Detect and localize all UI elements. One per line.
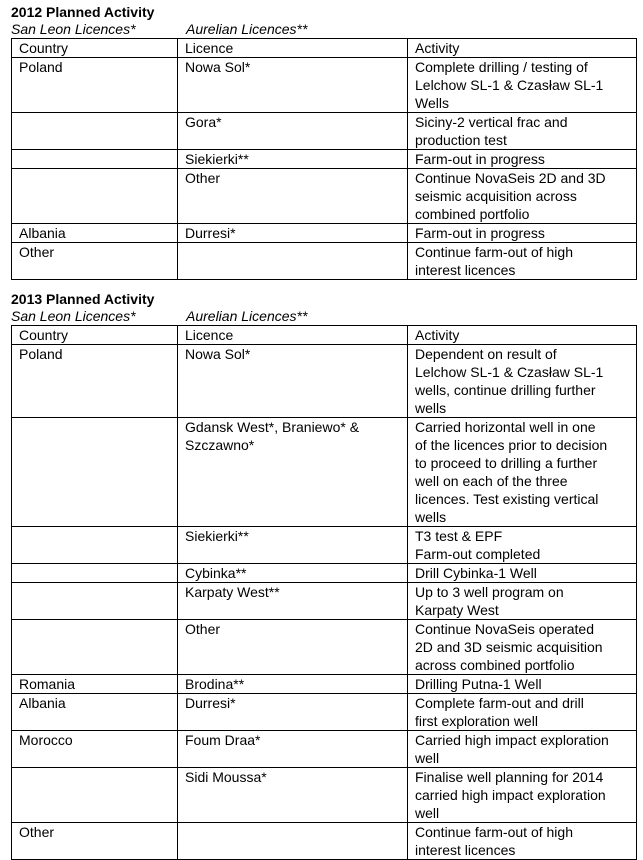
country-cell [12,583,178,620]
activity-header: Activity [408,326,637,345]
licence-cell: Siekierki** [178,527,408,564]
table-row [12,768,637,823]
activity-cell [408,768,637,823]
table-row [12,694,637,731]
activity-line: first exploration well [415,713,538,729]
licence-header: Licence [178,39,408,58]
aurelian-legend: Aurelian Licences** [186,21,308,37]
licence-cell: Gdansk West*, Braniewo* & Szczawno* [178,418,408,527]
licence-cell: Sidi Moussa* [178,768,408,823]
activity-cell [408,527,637,564]
activity-line: well on each of the three [415,473,568,489]
activity-cell [408,694,637,731]
activity-line: Complete drilling / testing of [415,59,588,75]
section-title: 2012 Planned Activity [11,4,155,20]
header-row [12,326,637,345]
section-title: 2013 Planned Activity [11,291,155,307]
licence-cell: Durresi* [178,224,408,243]
section-2013 [11,291,637,860]
activity-line: Complete farm-out and drill [415,695,584,711]
activity-line: of the licences prior to decision [415,437,608,453]
activity-line: Drill Cybinka-1 Well [415,565,537,581]
country-header: Country [12,326,178,345]
activity-cell [408,564,637,583]
table-row [12,564,637,583]
activity-line: Karpaty West [415,602,499,618]
country-cell: Poland [12,345,178,418]
activity-line: Continue NovaSeis 2D and 3D [415,170,606,186]
licence-cell: Karpaty West** [178,583,408,620]
country-cell: Other [12,823,178,860]
header-row [12,39,637,58]
licence-cell: Durresi* [178,694,408,731]
activity-line: interest licences [415,842,516,858]
table-row [12,823,637,860]
country-cell: Morocco [12,731,178,768]
activity-line: Continue farm-out of high [415,244,573,260]
country-cell [12,169,178,224]
activity-table [11,38,637,280]
activity-line: wells, continue drilling further [415,382,596,398]
activity-cell [408,243,637,280]
activity-line: Continue NovaSeis operated [415,621,595,637]
activity-line: Drilling Putna-1 Well [415,676,542,692]
activity-line: Finalise well planning for 2014 [415,769,604,785]
san-leon-legend: San Leon Licences* [11,21,136,37]
activity-header: Activity [408,39,637,58]
country-cell: Albania [12,694,178,731]
activity-line: T3 test & EPF [415,528,503,544]
licence-legend [11,21,637,38]
activity-line: Carried horizontal well in one [415,419,596,435]
activity-line: to proceed to drilling a further [415,455,598,471]
activity-line: Farm-out in progress [415,151,545,167]
activity-cell [408,731,637,768]
table-row [12,345,637,418]
activity-line: Siciny-2 vertical frac and [415,114,568,130]
licence-cell: Gora* [178,113,408,150]
activity-line: 2D and 3D seismic acquisition [415,639,603,655]
table-row [12,169,637,224]
licence-cell: Nowa Sol* [178,58,408,113]
activity-line: Wells [415,95,449,111]
activity-line: wells [415,509,447,525]
table-row [12,150,637,169]
activity-line: interest licences [415,262,516,278]
table-row [12,113,637,150]
activity-cell [408,823,637,860]
activity-line: Carried high impact exploration [415,732,609,748]
activity-line: Lelchow SL-1 & Czasław SL-1 [415,364,604,380]
licence-cell: Brodina** [178,675,408,694]
country-cell [12,527,178,564]
san-leon-legend: San Leon Licences* [11,308,136,324]
activity-line: production test [415,132,507,148]
table-row [12,620,637,675]
country-header: Country [12,39,178,58]
activity-cell [408,675,637,694]
activity-table [11,325,637,860]
activity-cell [408,583,637,620]
table-row [12,527,637,564]
activity-line: well [415,750,440,766]
activity-line: wells [415,400,447,416]
activity-line: combined portfolio [415,206,530,222]
activity-cell [408,224,637,243]
licence-legend [11,308,637,325]
table-row [12,243,637,280]
licence-cell: Other [178,169,408,224]
country-cell [12,564,178,583]
activity-line: Lelchow SL-1 & Czasław SL-1 [415,77,604,93]
activity-line: Continue farm-out of high [415,824,573,840]
activity-cell [408,345,637,418]
table-row [12,731,637,768]
table-row [12,418,637,527]
activity-cell [408,418,637,527]
activity-cell [408,58,637,113]
activity-line: seismic acquisition across [415,188,577,204]
country-cell: Albania [12,224,178,243]
licence-cell: Foum Draa* [178,731,408,768]
activity-cell [408,113,637,150]
country-cell [12,150,178,169]
licence-cell [178,243,408,280]
licence-cell: Nowa Sol* [178,345,408,418]
licence-header: Licence [178,326,408,345]
activity-line: carried high impact exploration [415,787,606,803]
activity-cell [408,150,637,169]
activity-line: Farm-out in progress [415,225,545,241]
licence-cell [178,823,408,860]
activity-line: well [415,805,440,821]
activity-cell [408,620,637,675]
table-row [12,675,637,694]
licence-cell: Other [178,620,408,675]
country-cell [12,113,178,150]
table-row [12,583,637,620]
activity-cell [408,169,637,224]
activity-line: Dependent on result of [415,346,557,362]
table-row [12,58,637,113]
country-cell: Romania [12,675,178,694]
country-cell [12,620,178,675]
section-2012 [11,4,637,280]
country-cell: Other [12,243,178,280]
aurelian-legend: Aurelian Licences** [186,308,308,324]
table-row [12,224,637,243]
country-cell [12,768,178,823]
activity-line: across combined portfolio [415,657,575,673]
licence-cell: Siekierki** [178,150,408,169]
country-cell: Poland [12,58,178,113]
activity-line: Farm-out completed [415,546,541,562]
licence-cell: Cybinka** [178,564,408,583]
country-cell [12,418,178,527]
activity-line: licences. Test existing vertical [415,491,599,507]
activity-line: Up to 3 well program on [415,584,564,600]
